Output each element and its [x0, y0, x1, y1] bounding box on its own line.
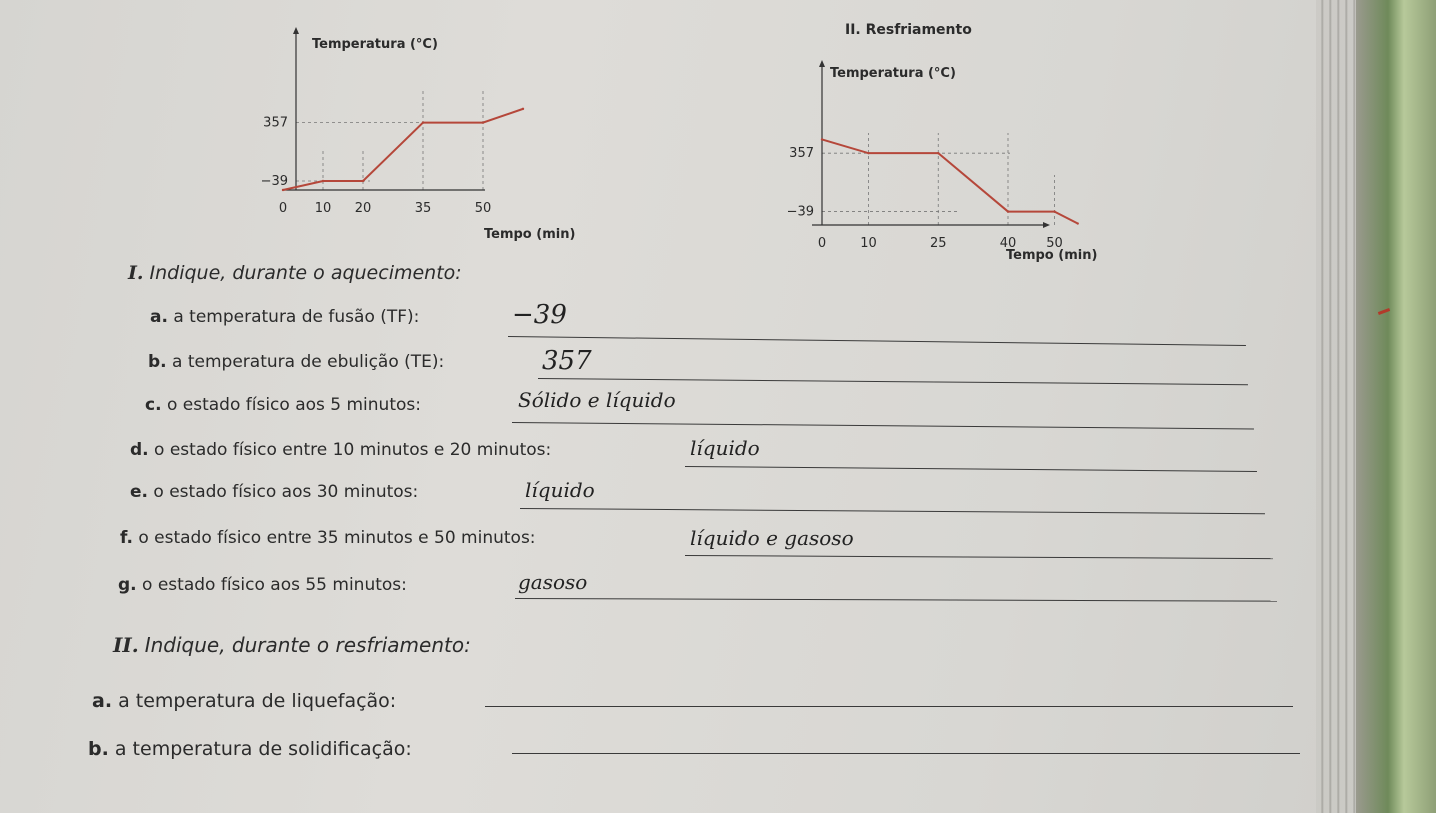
section-2-title: Indique, durante o resfriamento:	[144, 633, 471, 657]
question-letter: a.	[92, 690, 113, 712]
question-section1-5	[120, 528, 536, 548]
question-letter: b.	[88, 738, 109, 760]
x-tick-label: 40	[999, 236, 1017, 251]
curve-point	[1077, 222, 1079, 224]
answer-line[interactable]	[512, 753, 1300, 754]
x-axis-label: Tempo (min)	[1006, 248, 1098, 263]
curve-point	[1053, 210, 1055, 212]
y-axis-label: Temperatura (°C)	[312, 37, 438, 52]
y-tick-label: −39	[260, 174, 288, 190]
cooling-chart-title: II. Resfriamento	[845, 22, 972, 38]
question-letter: b.	[148, 352, 167, 372]
question-section1-2	[145, 395, 421, 415]
curve-point	[422, 121, 424, 123]
answer-line[interactable]	[485, 706, 1293, 707]
question-text: o estado físico aos 55 minutos:	[142, 575, 407, 595]
curve-point	[1007, 210, 1009, 212]
question-letter: a.	[150, 307, 168, 327]
question-section1-3	[130, 440, 551, 460]
y-tick-label: 357	[789, 146, 814, 162]
section-2-heading	[113, 633, 471, 657]
question-text: o estado físico entre 35 minutos e 50 minutos:	[138, 528, 536, 548]
curve-point	[282, 189, 284, 191]
x-tick-label: 25	[929, 236, 947, 251]
curve-point	[362, 180, 364, 182]
handwritten-answer: líquido	[690, 436, 760, 460]
handwritten-answer: líquido	[525, 478, 595, 502]
section-1-heading	[128, 262, 462, 284]
x-tick-label: 0	[278, 201, 288, 216]
question-text: o estado físico aos 30 minutos:	[153, 482, 419, 502]
y-axis-arrow-icon	[819, 60, 825, 67]
question-letter: c.	[145, 395, 162, 415]
question-letter: g.	[118, 575, 137, 595]
question-section1-6	[118, 575, 407, 595]
x-axis-arrow-icon	[1043, 222, 1050, 228]
question-text: a temperatura de liquefação:	[118, 690, 397, 712]
curve-point	[821, 138, 823, 140]
y-axis-label: Temperatura (°C)	[830, 66, 956, 81]
question-section1-4	[130, 482, 418, 502]
y-tick-label: −39	[786, 204, 814, 220]
handwritten-answer: −39	[512, 300, 567, 330]
question-section1-1	[148, 352, 444, 372]
cooling-chart	[760, 55, 1140, 275]
x-tick-label: 20	[354, 201, 372, 216]
heating-chart	[200, 20, 620, 250]
section-1-number: I.	[128, 262, 144, 284]
question-section2-0	[92, 690, 396, 712]
curve-point	[522, 108, 524, 110]
curve-point	[322, 180, 324, 182]
curve-point	[937, 152, 939, 154]
handwritten-answer: gasoso	[518, 570, 588, 594]
question-section1-0	[150, 307, 419, 327]
question-text: o estado físico aos 5 minutos:	[166, 395, 421, 415]
notebook-cover-edge	[1356, 0, 1436, 813]
section-1-title: Indique, durante o aquecimento:	[149, 262, 462, 284]
handwritten-answer: Sólido e líquido	[518, 388, 676, 412]
question-text: o estado físico entre 10 minutos e 20 minutos:	[154, 440, 552, 460]
x-tick-label: 10	[314, 201, 332, 216]
notebook-edge	[1316, 0, 1356, 813]
x-tick-label: 35	[414, 201, 432, 216]
curve-point	[867, 152, 869, 154]
question-letter: d.	[130, 440, 149, 460]
handwritten-answer: líquido e gasoso	[690, 526, 854, 550]
x-tick-label: 10	[860, 236, 877, 251]
curve-point	[482, 121, 484, 123]
question-letter: f.	[120, 528, 133, 548]
x-tick-label: 0	[817, 236, 827, 251]
x-axis-label: Tempo (min)	[484, 227, 576, 242]
question-text: a temperatura de fusão (TF):	[173, 307, 420, 327]
handwritten-answer: 357	[542, 346, 592, 376]
question-section2-1	[88, 738, 412, 760]
y-axis-arrow-icon	[293, 27, 299, 34]
question-letter: e.	[130, 482, 148, 502]
heating-curve	[283, 109, 523, 190]
x-tick-label: 50	[1046, 236, 1063, 251]
question-text: a temperatura de ebulição (TE):	[172, 352, 445, 372]
section-2-number: II.	[113, 633, 139, 657]
cooling-curve	[822, 139, 1078, 223]
question-text: a temperatura de solidificação:	[114, 738, 412, 760]
y-tick-label: 357	[263, 115, 288, 131]
x-tick-label: 50	[474, 201, 492, 216]
